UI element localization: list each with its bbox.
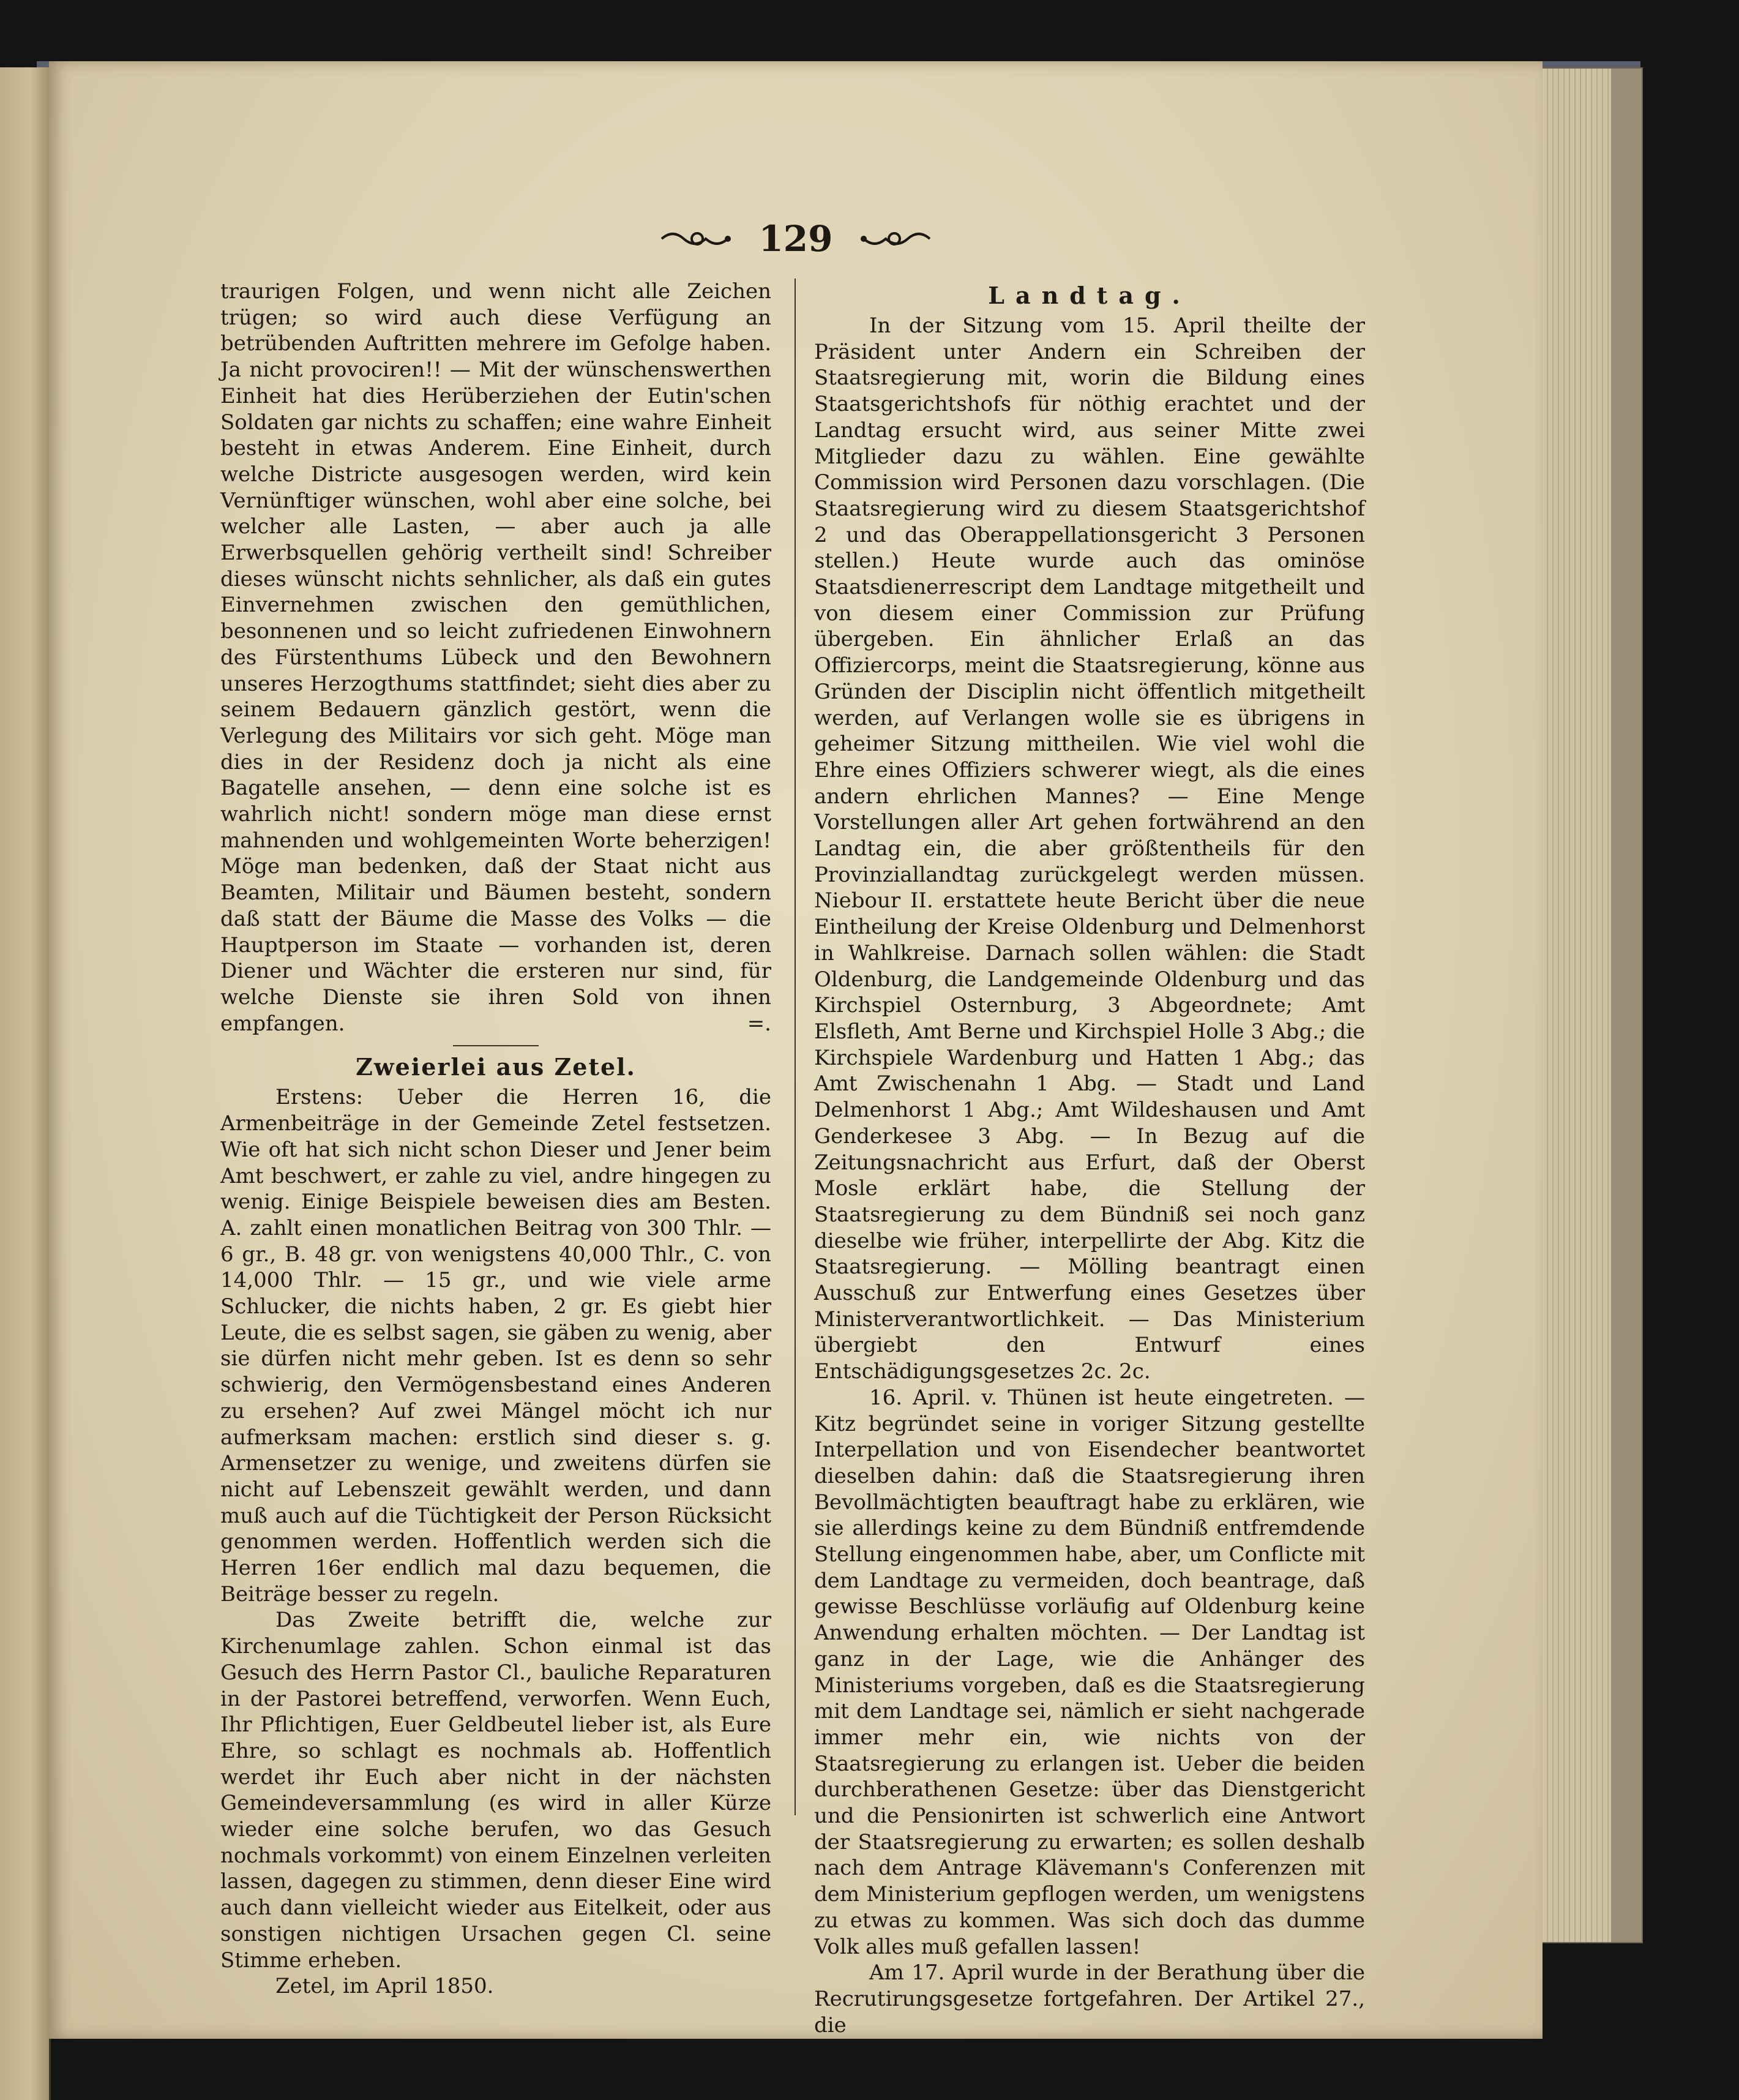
zetel-paragraph: Erstens: Ueber die Herren 16, die Armenbeiträge in der Gemeinde Zetel festsetzen. Wie oft hat sich nicht schon Dieser und Jener beim Amt beschwert, er zahle zu viel, andre hingegen zu wenig. Einige Beispiele beweisen dies am Besten. A. zahlt einen monatlichen Beitrag von 300 Thlr. — 6 gr., B. 48 gr. von wenigstens 40,000 Thlr., C. von 14,000 Thlr. — 15 gr., und wie viele arme Schlucker, die nichts haben, 2 gr. Es giebt hier Leute, die es selbst sagen, sie gäben zu wenig, aber sie dürfen nicht mehr geben. Ist es denn so sehr schwierig, den Vermögensbestand eines Anderen zu ersehen? Auf zwei Mängel möcht ich nur aufmerksam machen: erstlich sind dieser s. g. Armensetzer zu wenige, und zweitens dürfen sie nicht auf Lebenszeit gewählt werden, und dann muß auch auf die Tüchtigkeit der Person Rücksicht genommen werden. Hoffentlich werden sich die Herren 16er endlich mal dazu bequemen, die Beiträge besser zu regeln.: [220, 1085, 771, 1607]
left-column: [220, 279, 771, 2000]
landtag-paragraph: In der Sitzung vom 15. April theilte der Präsident unter Andern ein Schreiben der Staatsregierung mit, worin die Bildung eines Staatsgerichtshofs für nöthig erachtet und der Landtag ersucht wird, aus seiner Mitte zwei Mitglieder dazu zu wählen. Eine gewählte Commission wird Personen dazu vorschlagen. (Die Staatsregierung wird zu diesem Staatsgerichtshof 2 und das Oberappellationsgericht 3 Personen stellen.) Heute wurde auch das ominöse Staatsdienerrescript dem Landtage mitgetheilt und von diesem einer Commission zur Prüfung übergeben. Ein ähnlicher Erlaß an das Offiziercorps, meint die Staatsregierung, könne aus Gründen der Disciplin nicht öffentlich mitgetheilt werden, auf Verlangen wolle sie es übrigens in geheimer Sitzung mittheilen. Wie viel wohl die Ehre eines Offiziers schwerer wiegt, als die eines andern ehrlichen Mannes? — Eine Menge Vorstellungen aller Art gehen fortwährend an den Landtag ein, die aber größtentheils für den Provinziallandtag zurückgelegt werden müssen. Niebour II. erstattete heute Bericht über die neue Eintheilung der Kreise Oldenburg und Delmenhorst in Wahlkreise. Darnach sollen wählen: die Stadt Oldenburg, die Landgemeinde Oldenburg und das Kirchspiel Osternburg, 3 Abgeordnete; Amt Elsfleth, Amt Berne und Kirchspiel Holle 3 Abg.; die Kirchspiele Wardenburg und Hatten 1 Abg.; das Amt Zwischenahn 1 Abg. — Stadt und Land Delmenhorst 1 Abg.; Amt Wildeshausen und Amt Genderkesee 3 Abg. — In Bezug auf die Zeitungsnachricht aus Erfurt, daß der Oberst Mosle erklärt habe, die Stellung der Staatsregierung zu dem Bündniß sei noch ganz dieselbe wie früher, interpellirte der Abg. Kitz die Staatsregierung. — Mölling beantragt einen Ausschuß zur Entwerfung eines Gesetzes über Ministerverantwortlichkeit. — Das Ministerium übergiebt den Entwurf eines Entschädigungsgesetzes 2c. 2c.: [814, 313, 1365, 1384]
article-continuation: traurigen Folgen, und wenn nicht alle Zeichen trügen; so wird auch diese Verfügung an betrübenden Auftritten mehrere im Gefolge haben. Ja nicht provociren!! — Mit der wünschenswerthen Einheit hat dies Herüberziehen der Eutin'schen Soldaten gar nichts zu schaffen; eine wahre Einheit besteht in etwas Anderem. Eine Einheit, durch welche Districte ausgesogen werden, wird kein Vernünftiger wünschen, wohl aber eine solche, bei welcher alle Lasten, — aber auch ja alle Erwerbsquellen gehörig vertheilt sind! Schreiber dieses wünscht nichts sehnlicher, als daß ein gutes Einvernehmen zwischen den gemüthlichen, besonnenen und so leicht zufriedenen Einwohnern des Fürstenthums Lübeck und den Bewohnern unseres Herzogthums stattfindet; sieht dies aber zu seinem Bedauern gänzlich gestört, wenn die Verlegung des Militairs vor sich geht. Möge man dies in der Residenz doch ja nicht als eine Bagatelle ansehen, — denn eine solche ist es wahrlich nicht! sondern möge man diese ernst mahnenden und wohlgemeinten Worte beherzigen! Möge man bedenken, daß der Staat nicht aus Beamten, Militair und Bäumen besteht, sondern daß statt der Bäume die Masse des Volks — die Hauptperson im Staate — vorhanden ist, deren Diener und Wächter die ersteren nur sind, für welche Dienste sie ihren Sold von ihnen empfangen. =.: [220, 279, 771, 1036]
left-ornament-icon: [660, 227, 734, 251]
page-header: [643, 211, 949, 266]
landtag-paragraph: Am 17. April wurde in der Berathung über die Recrutirungsgesetze fortgefahren. Der Artikel 27., die: [814, 1960, 1365, 2038]
page-number: 129: [758, 218, 833, 260]
page-stack-edge: [1536, 67, 1643, 1943]
right-ornament-icon: [858, 227, 931, 251]
book-board-edge: [1611, 69, 1642, 1942]
section-title-landtag: Landtag.: [988, 282, 1191, 309]
section-title-zetel: Zweierlei aus Zetel.: [356, 1053, 636, 1081]
section-divider: [453, 1045, 539, 1046]
right-column: [814, 279, 1365, 2038]
article-signature: Zetel, im April 1850.: [275, 1974, 494, 1999]
column-divider: [795, 279, 796, 1815]
landtag-paragraph: 16. April. v. Thünen ist heute eingetreten. — Kitz begründet seine in voriger Sitzung gestellte Interpellation und von Eisendecher beantwortet dieselben dahin: daß die Staatsregierung ihren Bevollmächtigten beauftragt habe zu erklären, wie sie allerdings keine zu dem Bündniß entfremdende Stellung eingenommen habe, aber, um Conflicte mit dem Landtage zu vermeiden, doch beantrage, daß gewisse Beschlüsse vorläufig auf Oldenburg keine Anwendung erhalten möchten. — Der Landtag ist ganz in der Lage, wie die Anhänger des Ministeriums vorgeben, daß es die Staatsregierung mit dem Landtage sei, nämlich er sieht nachgerade immer mehr ein, wie nichts von der Staatsregierung zu erlangen ist. Ueber die beiden durchberathenen Gesetze: über das Dienstgericht und die Pensionirten ist schwerlich eine Antwort der Staatsregierung zu erwarten; es sollen deshalb nach dem Antrage Klävemann's Conferenzen mit dem Ministerium gepflogen werden, um wenigstens zu etwas zu kommen. Was sich doch das dumme Volk alles muß gefallen lassen!: [814, 1385, 1365, 1959]
facing-page-edge: [0, 67, 51, 2100]
zetel-paragraph: Das Zweite betrifft die, welche zur Kirchenumlage zahlen. Schon einmal ist das Gesuch des Herrn Pastor Cl., bauliche Reparaturen in der Pastorei betreffend, verworfen. Wenn Euch, Ihr Pflichtigen, Euer Geldbeutel lieber ist, als Eure Ehre, so schlagt es nochmals ab. Hoffentlich werdet ihr Euch aber nicht in der nächsten Gemeindeversammlung (es wird in aller Kürze wieder eine solche berufen, wo das Gesuch nochmals vorkommt) von einem Einzelnen verleiten lassen, dagegen zu stimmen, denn dieser Eine wird auch dann vielleicht wieder aus Eitelkeit, oder aus sonstigen nichtigen Ursachen gegen Cl. seine Stimme erheben.: [220, 1608, 771, 1973]
